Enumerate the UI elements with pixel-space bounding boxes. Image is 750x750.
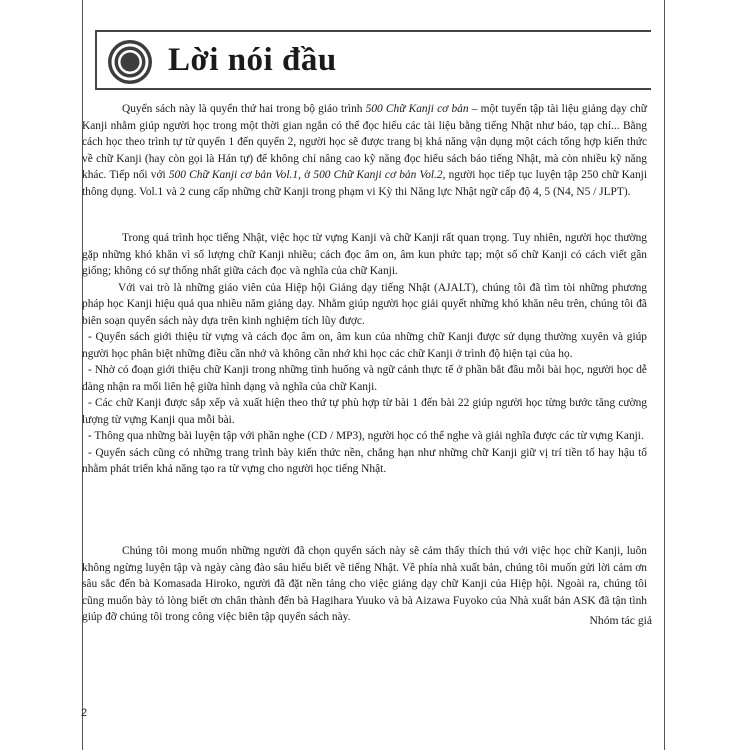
difficulty-paragraph: Trong quá trình học tiếng Nhật, việc học từ vựng Kanji và chữ Kanji rất quan trọng. Tuy nhiên, người học thường gặp những khó khăn vì số lượng chữ Kanji nhiều; cách đọc âm on, âm kun phức tạp; một số chữ Kanji có cách viết gần giống; không có sự thống nhất giữa cách đọc và nghĩa của chữ Kanji. [82, 232, 647, 277]
ajalt-paragraph: Với vai trò là những giáo viên của Hiệp hội Giảng dạy tiếng Nhật (AJALT), chúng tôi đã tìm tòi những phương pháp học Kanji hiệu quả qua nhiều năm giảng dạy. Nhằm giúp người học giải quyết những khó khăn nêu trên, chúng tôi đã biên soạn quyển sách này dựa trên kinh nghiệm tích lũy được. [82, 281, 647, 327]
concentric-circles-icon [106, 38, 154, 86]
closing-paragraph [82, 543, 647, 626]
intro-text: Quyển sách này là quyển thứ hai trong bộ giáo trình 500 Chữ Kanji cơ bản – một tuyển tập tài liệu giảng dạy chữ Kanji nhằm giúp người học trong một thời gian ngắn có thể đọc hiểu các tài liệu bằng tiếng Nhật như báo, tạp chí... Bằng cách học theo trình tự từ quyển 1 đến quyển 2, người học sẽ được trang bị khả năng vận dụng một cách tổng hợp kiến thức về chữ Kanji (hay còn gọi là Hán tự) để không chỉ nâng cao kỹ năng đọc hiểu sách báo tiếng Nhật, mà còn nhiều kỹ năng khác. Tiếp nối với 500 Chữ Kanji cơ bản Vol.1, ở 500 Chữ Kanji cơ bản Vol.2, người học tiếp tục luyện tập 250 chữ Kanji thông dụng. Vol.1 và 2 cung cấp những chữ Kanji trong phạm vi Kỳ thi Năng lực Nhật ngữ cấp độ 4, 5 (N4, N5 / JLPT). [82, 103, 647, 198]
vol2-title: 500 Chữ Kanji cơ bản Vol.2 [313, 169, 443, 181]
book-title: 500 Chữ Kanji cơ bản [365, 103, 469, 115]
bullet-item: - Quyển sách cũng có những trang trình bày kiến thức nền, chẳng hạn như những chữ Kanji giữ vị trí tiền tố hay hậu tố nhằm phát triển khả năng tạo ra từ vựng cho người học tiếng Nhật. [82, 446, 647, 475]
signature: Nhóm tác giả [589, 614, 652, 627]
page-title: Lời nói đầu [168, 42, 337, 78]
vol1-title: 500 Chữ Kanji cơ bản Vol.1 [168, 169, 299, 181]
section-paragraphs [82, 230, 647, 478]
bullet-item: - Thông qua những bài luyện tập với phần nghe (CD / MP3), người học có thể nghe và giải nghĩa được các từ vựng Kanji. [88, 430, 644, 442]
bullet-item: - Nhờ có đoạn giới thiệu chữ Kanji trong những tình huống và ngữ cảnh thực tế ở phần bắt đầu mỗi bài học, người học dễ dàng nhận ra mối liên hệ giữa hình dạng và nghĩa của chữ Kanji. [82, 364, 647, 393]
closing-text: Chúng tôi mong muốn những người đã chọn quyển sách này sẽ cảm thấy thích thú với việc học chữ Kanji, luôn không ngừng luyện tập và ngày càng đào sâu hiểu biết về tiếng Nhật. Về phía nhà xuất bản, chúng tôi muốn gửi lời cảm ơn sâu sắc đến bà Komasada Hiroko, người đã đặt nền tảng cho việc giảng dạy chữ Kanji của Hiệp hội. Ngoài ra, chúng tôi cũng muốn bày tỏ lòng biết ơn chân thành đến bà Hagihara Yuuko và bà Aizawa Fuyoko của Nhà xuất bản ASK đã tận tình giúp đỡ chúng tôi trong công việc biên tập quyển sách này. [82, 545, 647, 623]
bullet-item: - Quyển sách giới thiệu từ vựng và cách đọc âm on, âm kun của những chữ Kanji được sử dụng thường xuyên và giúp người học phân biệt những điều cần nhớ và không cần nhớ khi học các chữ Kanji ở trình độ hiện tại của họ. [82, 331, 647, 360]
intro-paragraph [82, 101, 647, 200]
page-number: 2 [81, 707, 88, 719]
bullet-item: - Các chữ Kanji được sắp xếp và xuất hiện theo thứ tự phù hợp từ bài 1 đến bài 22 giúp người học từng bước tăng cường lượng từ vựng Kanji qua mỗi bài. [82, 397, 647, 426]
